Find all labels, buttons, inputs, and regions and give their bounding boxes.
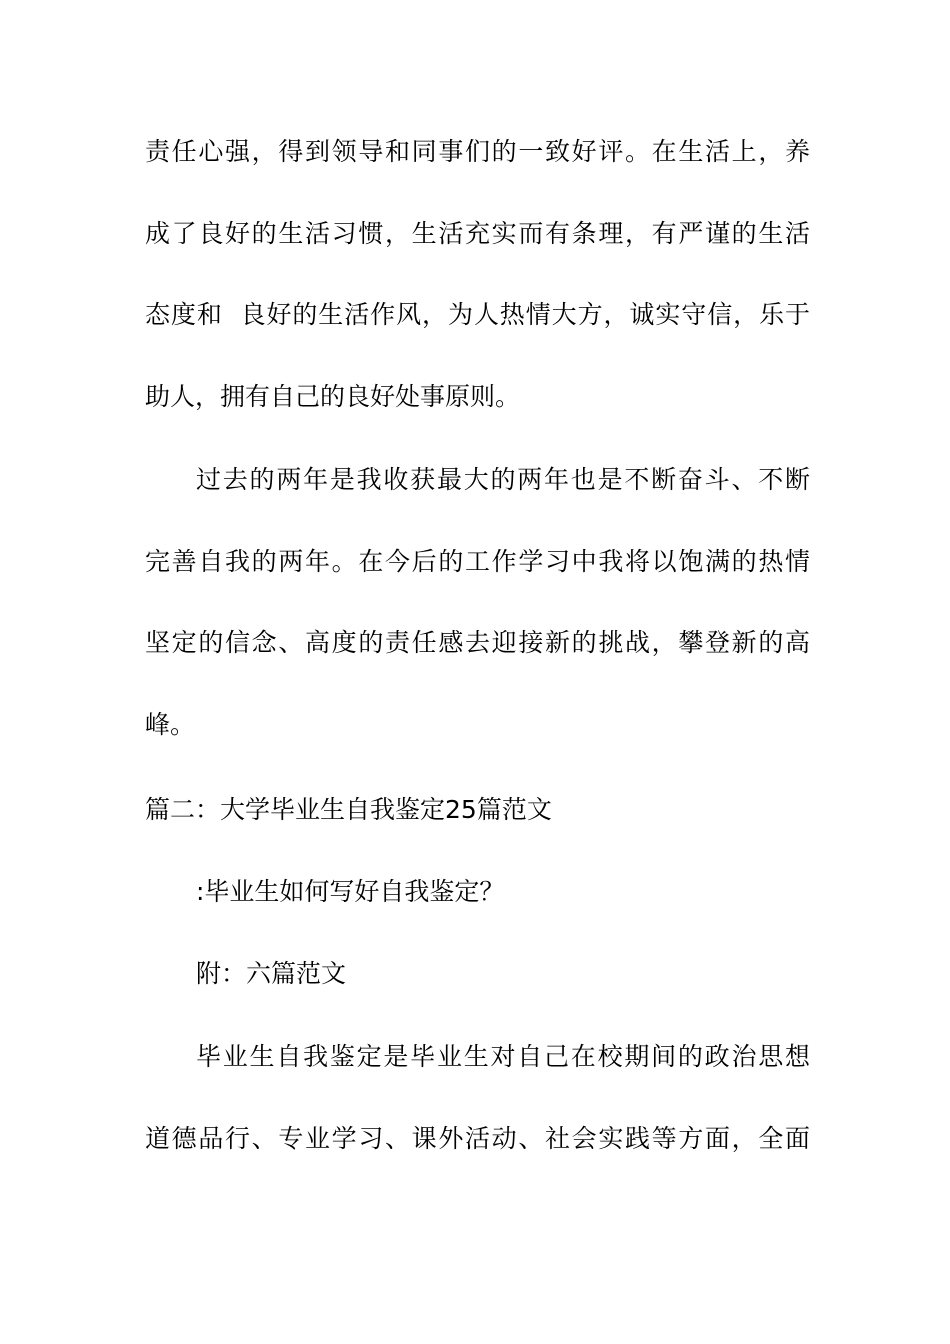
body-text-line: 成了良好的生活习惯，生活充实而有条理，有严谨的生活 bbox=[145, 219, 810, 248]
section-heading: 篇二：大学毕业生自我鉴定25篇范文 bbox=[145, 795, 552, 824]
subheading: 附：六篇范文 bbox=[196, 959, 347, 988]
body-text-line: 道德品行、专业学习、课外活动、社会实践等方面，全面 bbox=[145, 1124, 810, 1153]
body-text-line: 过去的两年是我收获最大的两年也是不断奋斗、不断 bbox=[196, 465, 810, 494]
body-text-line: 坚定的信念、高度的责任感去迎接新的挑战，攀登新的高 bbox=[145, 628, 810, 657]
body-text-line: 完善自我的两年。在今后的工作学习中我将以饱满的热情 bbox=[145, 547, 810, 576]
body-text-line: 责任心强，得到领导和同事们的一致好评。在生活上，养 bbox=[145, 137, 810, 166]
body-text-line: 助人，拥有自己的良好处事原则。 bbox=[145, 382, 521, 411]
body-text-line: 毕业生自我鉴定是毕业生对自己在校期间的政治思想 bbox=[196, 1042, 810, 1071]
body-text-line: 峰。 bbox=[145, 710, 196, 739]
body-text-line: 态度和 良好的生活作风，为人热情大方，诚实守信，乐于 bbox=[145, 300, 810, 329]
subheading: :毕业生如何写好自我鉴定？ bbox=[196, 877, 505, 906]
